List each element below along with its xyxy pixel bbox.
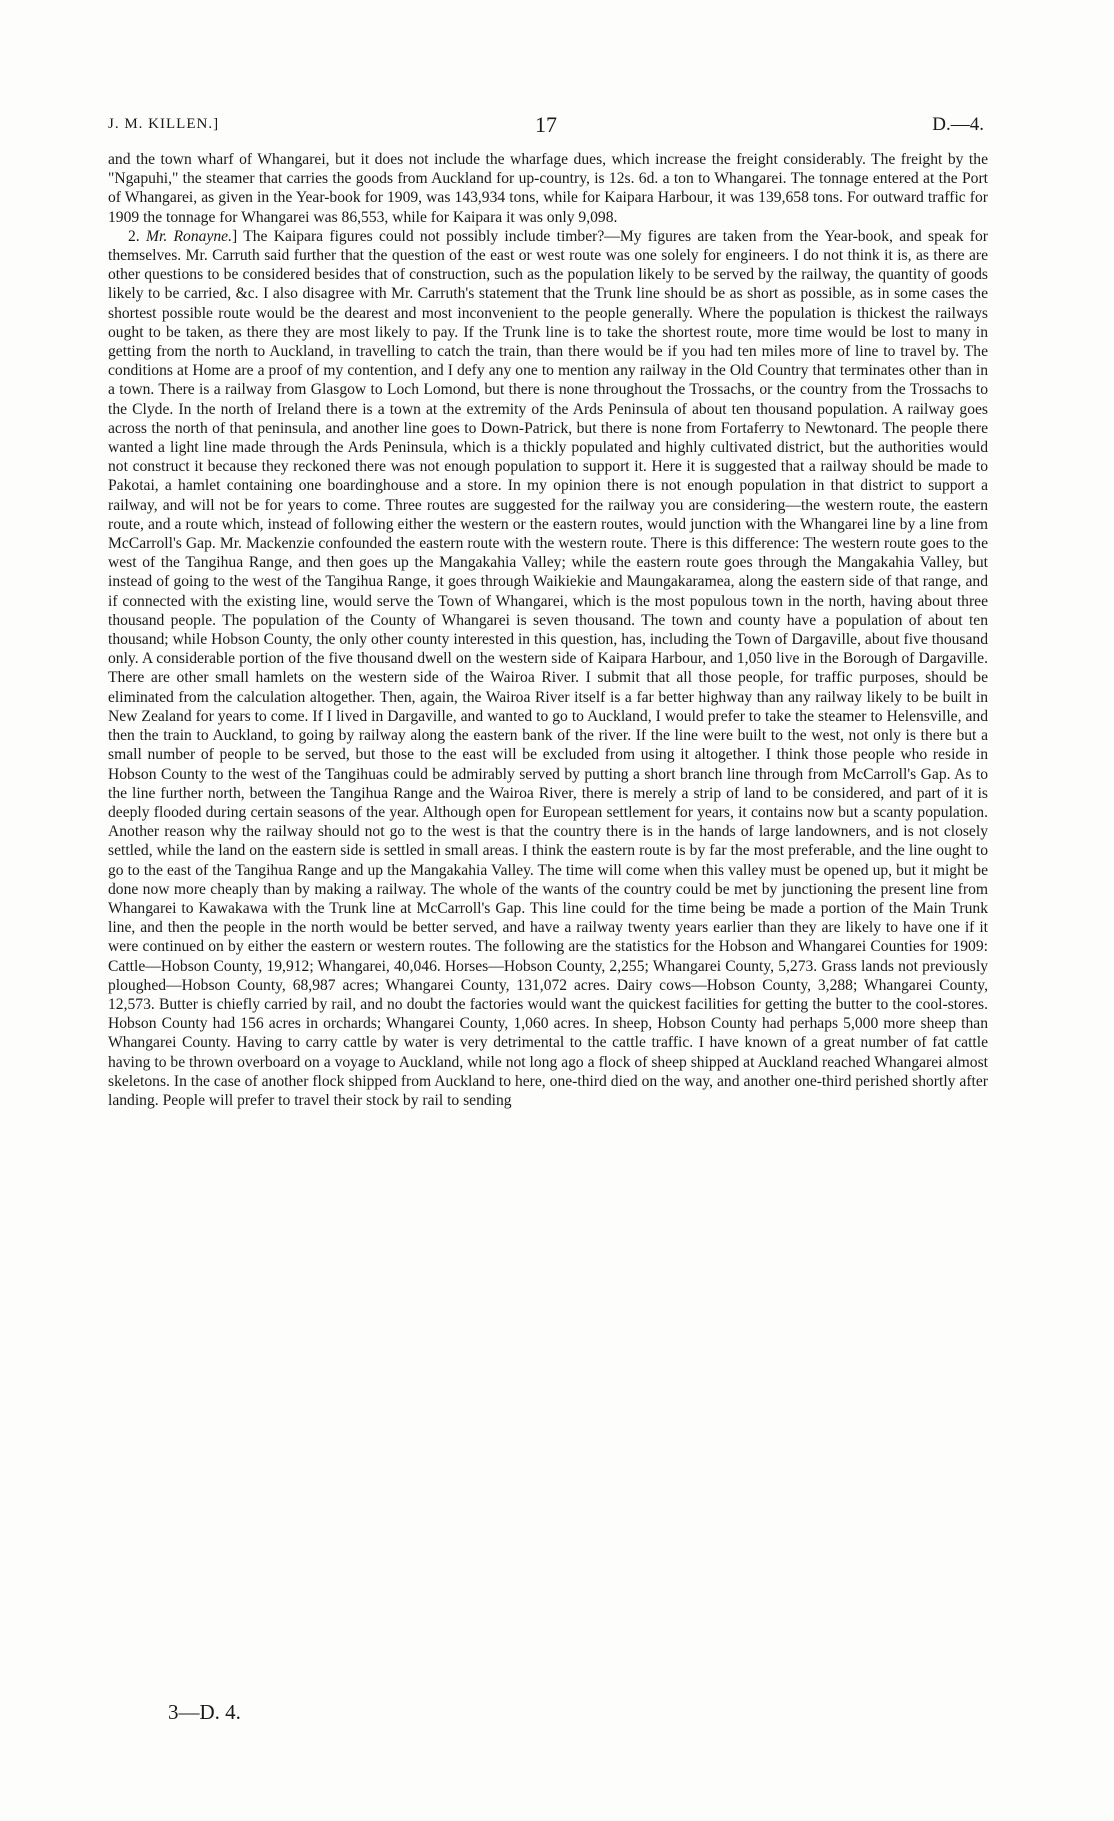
paragraph-continuation: and the town wharf of Whangarei, but it does not include the wharfage dues, which increase the freight considerably. The freight by the "Ngapuhi," the steamer that carries the goods from Auckland for up-country, is 12s. 6d. a ton to Whangarei. The tonnage entered at the Port of Whangarei, as given in the Year-book for 1909, was 143,934 tons, while for Kaipara Harbour, it was 139,658 tons. For outward traffic for 1909 the tonnage for Whangarei was 86,553, while for Kaipara it was only 9,098. bbox=[108, 151, 988, 226]
question-number: 2. bbox=[128, 227, 146, 245]
speaker-name: Mr. Ronayne. bbox=[146, 227, 232, 245]
paragraph-answer-text: ] The Kaipara figures could not possibly include timber?—My figures are taken from the Year-book, and speak for themselves. Mr. Carruth said further that the question of the east or west route was one solely for engineers. I do not think it is, as there are other questions to be considered besides that of construction, such as the population likely to be served by the railway, the quantity of goods likely to be carried, &c. I also disagree with Mr. Carruth's statement that the Trunk line should be as short as possible, as in some cases the shortest possible route would be the dearest and most inconvenient to the people generally. Where the population is thickest the railways ought to be taken, as there they are most likely to pay. If the Trunk line is to take the shortest route, more time would be lost to many in getting from the north to Auckland, in travelling to catch the train, than there would be if you had ten miles more of line to travel by. The conditions at Home are a proof of my contention, and I defy any one to mention any railway in the Old Country that terminates other than in a town. There is a railway from Glasgow to Loch Lomond, but there is none throughout the Trossachs, or the country from the Trossachs to the Clyde. In the north of Ireland there is a town at the extremity of the Ards Peninsula of about ten thousand population. A railway goes across the north of that peninsula, and another line goes to Down-Patrick, but there is none from Fortaferry to Newtonard. The people there wanted a light line made through the Ards Peninsula, which is a thickly populated and highly cultivated district, but the authorities would not construct it because they reckoned there was not enough population to support it. Here it is suggested that a railway should be made to Pakotai, a hamlet containing one boardinghouse and a store. In my opinion there is not enough population in that district to support a railway, and will not be for years to come. Three routes are suggested for the railway you are considering—the western route, the eastern route, and a route which, instead of following either the western or the eastern routes, would junction with the Whangarei line by a line from McCarroll's Gap. Mr. Mackenzie confounded the eastern route with the western route. There is this difference: The western route goes to the west of the Tangihua Range, and then goes up the Mangakahia Valley; while the eastern route goes through the Mangakahia Valley, but instead of going to the west of the Tangihua Range, it goes through Waikiekie and Maungakaramea, along the eastern side of that range, and if connected with the existing line, would serve the Town of Whangarei, which is the most populous town in the north, having about three thousand people. The population of the County of Whangarei is seven thousand. The town and county have a population of about ten thousand; while Hobson County, the only other county interested in this question, has, including the Town of Dargaville, about five thousand only. A considerable portion of the five thousand dwell on the western side of Kaipara Harbour, and 1,050 live in the Borough of Dargaville. There are other small hamlets on the western side of the Wairoa River. I submit that all those people, for traffic purposes, should be eliminated from the calculation altogether. Then, again, the Wairoa River itself is a far better highway than any railway likely to be built in New Zealand for years to come. If I lived in Dargaville, and wanted to go to Auckland, I would prefer to take the steamer to Helensville, and then the train to Auckland, to going by railway along the eastern bank of the river. If the line were built to the west, not only is there but a small number of people to be served, but those to the east will be excluded from using it altogether. I think those people who reside in Hobson County to the west of the Tangihuas could be admirably served by putting a short branch line through from McCarroll's Gap. As to the line further north, between the Tangihua Range and the Wairoa River, there is merely a strip of land to be considered, and part of it is deeply flooded during certain seasons of the year. Although open for European settlement for years, it contains now but a scanty population. Another reason why the railway should not go to the west is that the country there is in the hands of large landowners, and is not closely settled, while the land on the eastern side is settled in small areas. I think the eastern route is by far the most preferable, and the line ought to go to the east of the Tangihua Range and up the Mangakahia Valley. The time will come when this valley must be opened up, but it might be done now more cheaply than by making a railway. The whole of the wants of the country could be met by junctioning the present line from Whangarei to Kawakawa with the Trunk line at McCarroll's Gap. This line could for the time being be made a portion of the Main Trunk line, and then the people in the north would be better served, and have a railway twenty years earlier than they are likely to have one if it were continued on by either the eastern or western routes. The following are the statistics for the Hobson and Whangarei Counties for 1909: Cattle—Hobson County, 19,912; Whangarei, 40,046. Horses—Hobson County, 2,255; Whangarei County, 5,273. Grass lands not previously ploughed—Hobson County, 68,987 acres; Whangarei County, 131,072 acres. Dairy cows—Hobson County, 3,288; Whangarei County, 12,573. Butter is chiefly carried by rail, and no doubt the factories would want the quickest facilities for getting the butter to the cool-stores. Hobson County had 156 acres in orchards; Whangarei County, 1,060 acres. In sheep, Hobson County had perhaps 5,000 more sheep than Whangarei County. Having to carry cattle by water is very detrimental to the cattle traffic. I have known of a great number of fat cattle having to be thrown overboard on a voyage to Auckland, while not long ago a flock of sheep shipped at Auckland reached Whangarei almost skeletons. In the case of another flock shipped from Auckland to here, one-third died on the way, and another one-third perished shortly after landing. People will prefer to travel their stock by rail to sending bbox=[108, 227, 988, 1109]
page-number: 17 bbox=[535, 112, 557, 137]
page-footer-signature: 3—D. 4. bbox=[168, 1700, 241, 1724]
page-header bbox=[108, 112, 984, 142]
page-body bbox=[108, 150, 988, 1110]
header-witness-name: J. M. KILLEN.] bbox=[108, 116, 220, 132]
document-reference: D.—4. bbox=[932, 114, 984, 135]
paragraph-question-2 bbox=[108, 227, 988, 1110]
